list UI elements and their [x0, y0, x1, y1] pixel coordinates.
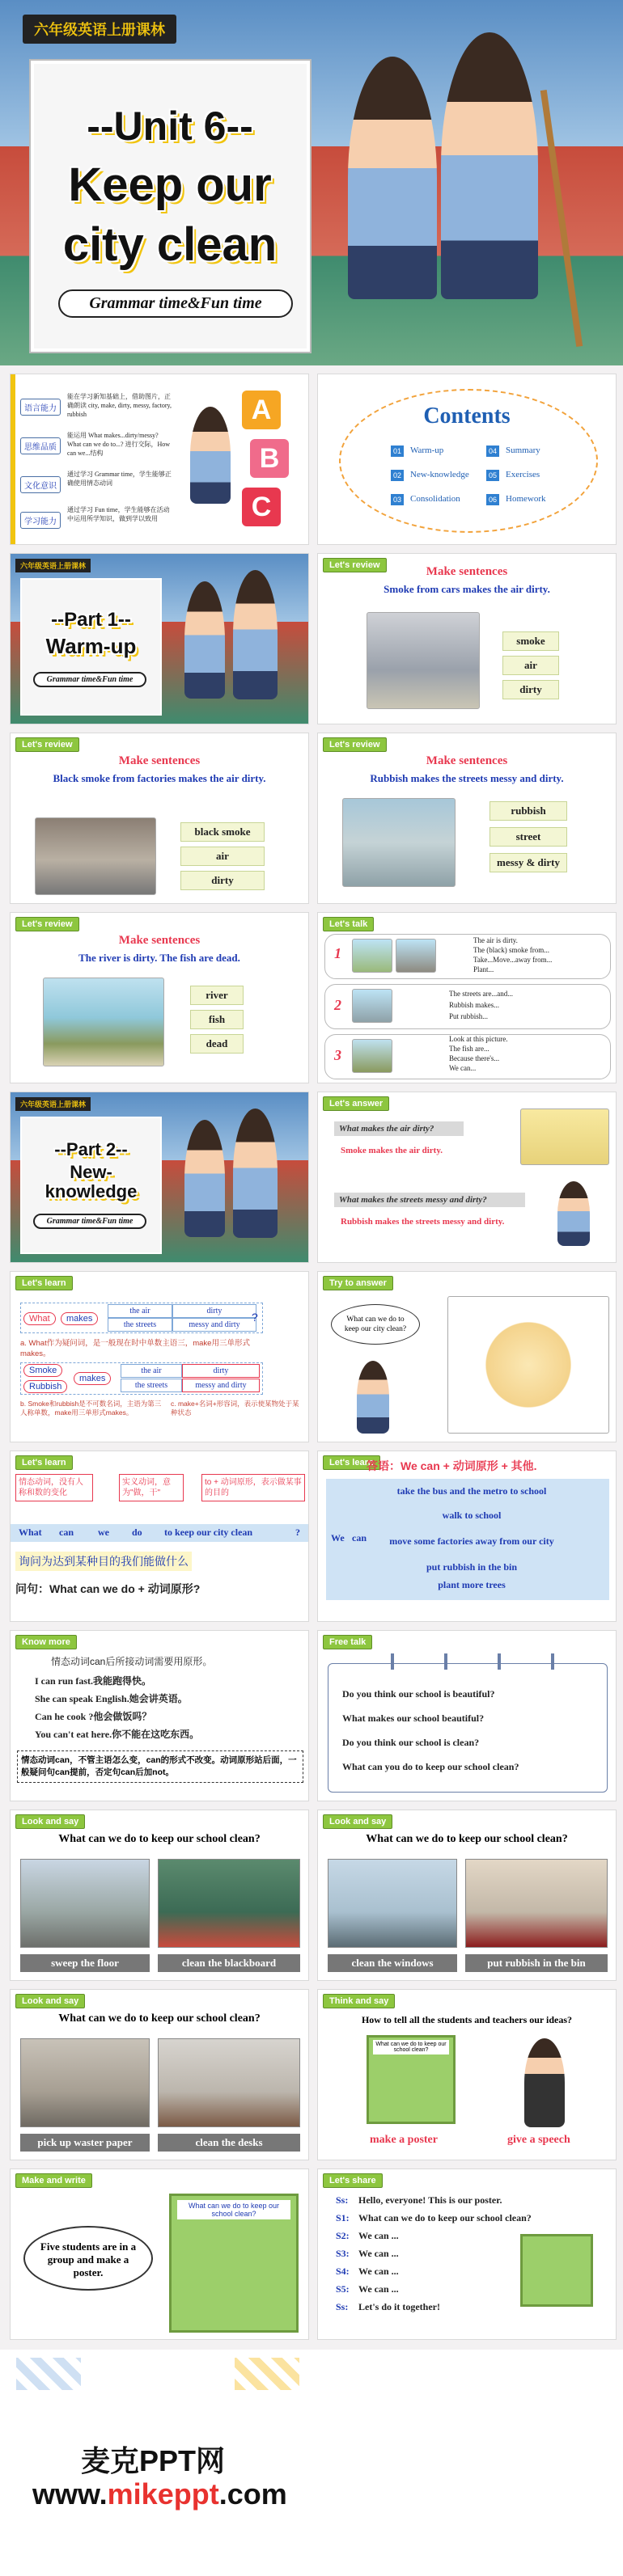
explain-box: to + 动词原形，表示做某事的目的 [201, 1474, 305, 1501]
slide-tag: Look and say [15, 1814, 85, 1829]
boy-illustration [441, 32, 538, 299]
share-line: Hello, everyone! This is our poster. [358, 2194, 502, 2206]
part1-subtitle: Grammar time&Fun time [33, 672, 146, 687]
slide-tag: Let's answer [323, 1096, 389, 1111]
goals-slide [10, 374, 309, 545]
contents-slide [317, 374, 617, 545]
contents-item-new-knowledge[interactable]: New-knowledge [410, 470, 469, 479]
rule-line: 情态动词can后所接动词需要用原形。 [51, 1656, 213, 1667]
slide-tag: Let's review [323, 558, 387, 572]
girl-with-pencil-illustration [190, 407, 231, 504]
caption: pick up waster paper [20, 2134, 150, 2152]
word-can: can [352, 1532, 367, 1543]
contents-title: Contents [423, 403, 511, 429]
look-question: What can we do to keep our school clean? [58, 1833, 261, 1845]
rubbish-street-picture [342, 798, 456, 887]
slide-tag: Let's talk [323, 917, 374, 931]
review-sentence: Smoke from cars makes the air dirty. [384, 583, 550, 595]
footer-url-suffix: .com [218, 2477, 287, 2511]
option-give-speech[interactable]: give a speech [507, 2134, 570, 2146]
review-heading: Make sentences [426, 754, 508, 767]
option-make-poster[interactable]: make a poster [370, 2134, 438, 2146]
answer-option: put rubbish in the bin [426, 1561, 518, 1573]
word-dirty: dirty [182, 1364, 260, 1378]
talk-line: The (black) smoke from... [473, 946, 549, 954]
word-makes: makes [61, 1312, 98, 1325]
contents-num: 01 [391, 446, 404, 457]
talk-line: Look at this picture. [449, 1035, 508, 1043]
cover-unit: --Unit 6-- [87, 103, 253, 149]
goal-label: 思维品质 [20, 437, 61, 454]
cover-subtitle: Grammar time&Fun time [58, 289, 293, 318]
contents-num: 06 [486, 494, 499, 505]
keyword: river [190, 986, 244, 1005]
review-sentence: The river is dirty. The fish are dead. [78, 952, 240, 964]
phrase-keep-city-clean: to keep our city clean [164, 1527, 253, 1538]
keyword: smoke [502, 631, 559, 651]
word-messy-and-dirty: messy and dirty [182, 1379, 260, 1392]
part2-name-line1: New- [70, 1162, 112, 1182]
talk-line: The streets are...and... [449, 990, 513, 998]
slide-tag: Free talk [323, 1635, 372, 1649]
letter-b-block: B [250, 439, 289, 478]
share-line: We can ... [358, 2283, 399, 2295]
answer-option: plant more trees [438, 1579, 506, 1590]
word-what: What [19, 1527, 42, 1538]
look-question: What can we do to keep our school clean? [366, 1833, 568, 1845]
talk-line: We can... [449, 1064, 477, 1072]
part2-subtitle: Grammar time&Fun time [33, 1214, 146, 1229]
goal-text: 通过学习 Fun time，学生能够在活动中运用所学知识，做到学以致用 [67, 506, 170, 522]
review-heading: Make sentences [118, 754, 201, 767]
slide-tag: Let's learn [323, 1455, 380, 1470]
keyword: dirty [180, 871, 265, 890]
caption: clean the desks [158, 2134, 300, 2152]
talk-line: Plant... [473, 965, 494, 973]
talk-line: The fish are... [449, 1045, 490, 1053]
cloud-bubble: Five students are in a group and make a poster. [23, 2226, 153, 2291]
review-slide-4 [10, 912, 309, 1083]
talk-line: Because there's... [449, 1054, 500, 1062]
answer-option: move some factories away from our city [389, 1535, 554, 1547]
city-ideas-illustration [447, 1296, 609, 1434]
share-slide [317, 2168, 617, 2340]
share-line: Let's do it together! [358, 2301, 440, 2312]
girl-illustration [348, 57, 437, 299]
review-sentence: Rubbish makes the streets messy and dirty. [370, 772, 564, 784]
broom-illustration [540, 90, 583, 347]
keyword: fish [190, 1010, 244, 1029]
word-can: can [59, 1527, 74, 1538]
keyword: air [502, 656, 559, 675]
share-speaker: S4: [336, 2266, 350, 2277]
word-makes: makes [74, 1372, 111, 1385]
share-speaker: S1: [336, 2212, 350, 2223]
footer-url-prefix: www. [32, 2477, 108, 2511]
answer-option: walk to school [442, 1510, 502, 1521]
question-mark: ? [252, 1311, 258, 1324]
dirty-river-picture [43, 978, 164, 1066]
slide-tag: Let's review [15, 737, 79, 752]
answer-pattern: 答语：We can + 动词原形 + 其他. [367, 1459, 537, 1472]
contents-num: 03 [391, 494, 404, 505]
review-slide-1 [317, 553, 617, 724]
free-talk-question: What can you do to keep our school clean? [342, 1761, 519, 1772]
keyword: rubbish [490, 801, 567, 821]
share-line: We can ... [358, 2266, 399, 2277]
talk-number: 1 [334, 945, 341, 961]
look-say-slide-3 [10, 1989, 309, 2160]
free-talk-question: Do you think our school is clean? [342, 1737, 480, 1748]
keyword: dead [190, 1034, 244, 1054]
cover-slide [0, 0, 623, 365]
caption: sweep the floor [20, 1954, 150, 1972]
part2-name-line2: knowledge [44, 1181, 138, 1201]
boy-illustration [233, 1109, 278, 1238]
question-pattern: 问句：What can we do + 动词原形? [15, 1582, 201, 1595]
slide-tag: Let's learn [15, 1276, 73, 1290]
goal-label: 学习能力 [20, 512, 61, 529]
part1-name: Warm-up [45, 634, 137, 658]
try-slide [317, 1271, 617, 1442]
look-say-slide-1 [10, 1810, 309, 1981]
free-talk-slide [317, 1630, 617, 1801]
footer [0, 2350, 623, 2576]
caption: clean the blackboard [158, 1954, 300, 1972]
talk-picture [352, 1039, 392, 1073]
speaker-illustration [524, 2038, 565, 2127]
part1-label: --Part 1-- [51, 609, 131, 631]
example-line: Can he cook ?他会做饭吗？ [35, 1711, 152, 1722]
explain-box: 实义动词，意为"做，干" [119, 1474, 184, 1501]
decor-diamonds [235, 2358, 299, 2390]
rule-summary-box: 情态动词can，不管主语怎么变，can的形式不改变。动词原形站后面，一般疑问句can提前，否定句can后加not。 [17, 1750, 303, 1783]
example-line: I can run fast.我能跑得快。 [35, 1675, 152, 1687]
part2-grade: 六年级英语上册课林 [15, 1097, 91, 1111]
girl-illustration [184, 581, 225, 699]
talk-line: Put rubbish... [449, 1012, 489, 1020]
share-line: What can we do to keep our school clean? [358, 2212, 532, 2223]
boy-illustration [233, 570, 278, 699]
answer-line: Rubbish makes the streets messy and dirty. [341, 1217, 505, 1227]
goal-label: 语言能力 [20, 399, 61, 416]
share-speaker: S5: [336, 2283, 350, 2295]
word-the-air: the air [121, 1364, 182, 1378]
keyword: dirty [502, 680, 559, 699]
answer-option: take the bus and the metro to school [396, 1485, 547, 1497]
talk-line: Rubbish makes... [449, 1001, 499, 1009]
slide-tag: Make and write [15, 2173, 92, 2188]
slide-tag: Look and say [15, 1994, 85, 2008]
slide-tag: Look and say [323, 1814, 392, 1829]
share-speaker: Ss: [336, 2301, 349, 2312]
review-heading: Make sentences [118, 934, 201, 947]
review-heading: Make sentences [426, 565, 508, 578]
part1-grade: 六年级英语上册课林 [15, 559, 91, 572]
review-sentence: Black smoke from factories makes the air dirty. [53, 772, 266, 784]
keyword: messy & dirty [490, 853, 567, 872]
goal-label: 文化意识 [20, 476, 61, 493]
photo-bin [465, 1859, 608, 1948]
factory-smoke-picture [35, 817, 156, 895]
footer-url-main: mikeppt [107, 2477, 219, 2511]
learn-slide-3 [317, 1451, 617, 1622]
contents-item-summary[interactable]: Summary [506, 446, 540, 455]
word-the-air: the air [108, 1304, 172, 1318]
word-what: What [23, 1312, 56, 1325]
share-speaker: Ss: [336, 2194, 349, 2206]
slide-tag: Let's review [323, 737, 387, 752]
contents-item-warm-up[interactable]: Warm-up [410, 446, 444, 455]
question-mark: ? [295, 1527, 300, 1538]
slide-tag: Let's review [15, 917, 79, 931]
cover-grade-label: 六年级英语上册课林 [23, 15, 176, 44]
share-speaker: S3: [336, 2248, 350, 2259]
share-line: We can ... [358, 2248, 399, 2259]
word-do: do [132, 1527, 142, 1538]
question-banner: What makes the air dirty? [334, 1121, 464, 1136]
slide-tag: Know more [15, 1635, 77, 1649]
notebook-card [328, 1663, 608, 1793]
kid-thinking-illustration [557, 1181, 590, 1246]
think-question: How to tell all the students and teachers our ideas? [361, 2014, 573, 2025]
look-question: What can we do to keep our school clean? [58, 2012, 261, 2025]
grammar-note: a. What作为疑问词，是一般现在时中单数主语三，make用三单形式makes。 [20, 1339, 250, 1358]
contents-num: 05 [486, 470, 499, 481]
look-say-slide-2 [317, 1810, 617, 1981]
goal-text: 能在学习新知基础上，借助图片，正确朗读 city, make, dirty, messy, factory, rubbish [67, 393, 172, 418]
talk-picture [352, 939, 392, 973]
grammar-note: b. Smoke和rubbish是不可数名词，主语为第三人称单数，make用三单形式makes。 [20, 1400, 162, 1417]
share-line: We can ... [358, 2230, 399, 2241]
poster-thumbnail [520, 2234, 593, 2307]
photo-desks [158, 2038, 300, 2127]
letter-c-block: C [242, 488, 281, 526]
girl-illustration [184, 1120, 225, 1237]
part2-label: --Part 2-- [54, 1139, 128, 1159]
make-write-slide [10, 2168, 309, 2340]
contents-num: 04 [486, 446, 499, 457]
contents-item-homework[interactable]: Homework [506, 494, 546, 504]
slide-tag: Try to answer [323, 1276, 393, 1290]
goal-text: 通过学习 Grammar time，学生能够正确使用情态动词 [67, 471, 172, 487]
keyword: air [180, 847, 265, 866]
word-messy-and-dirty: messy and dirty [172, 1318, 256, 1332]
talk-picture [396, 939, 436, 973]
talk-number: 2 [334, 997, 341, 1013]
word-rubbish: Rubbish [23, 1380, 67, 1393]
word-we: We [331, 1532, 345, 1543]
talk-line: The air is dirty. [473, 936, 518, 944]
cover-title-line1: Keep our [68, 158, 272, 211]
keyword: black smoke [180, 822, 265, 842]
question-structure-bar [11, 1524, 309, 1542]
decor-diamonds [16, 2358, 81, 2390]
explain-box: 情态动词，没有人称和数的变化 [15, 1474, 93, 1501]
slide-tag: Think and say [323, 1994, 395, 2008]
footer-brand: 麦克PPT网 [81, 2444, 226, 2477]
photo-windows [328, 1859, 457, 1948]
question-banner: What makes the streets messy and dirty? [334, 1193, 525, 1207]
word-we: we [98, 1527, 109, 1538]
talk-picture [352, 989, 392, 1023]
word-dirty: dirty [172, 1304, 256, 1318]
goal-text: 能运用 What makes...dirty/messy? What can we do to...? 进行交际，How can we...结构 [67, 432, 171, 457]
free-talk-question: What makes our school beautiful? [342, 1712, 485, 1724]
example-line: You can't eat here.你不能在这吃东西。 [35, 1729, 200, 1740]
part1-slide [10, 553, 309, 724]
letter-a-block: A [242, 391, 281, 429]
meaning-line: 询问为达到某种目的我们能做什么 [15, 1552, 192, 1571]
learn-slide-1 [10, 1271, 309, 1442]
grammar-note: c. make+名词+形容词，表示使某物处于某种状态 [171, 1400, 299, 1417]
slide-tag: Let's learn [15, 1455, 73, 1470]
think-say-slide [317, 1989, 617, 2160]
example-line: She can speak English.她会讲英语。 [35, 1693, 188, 1704]
talk-slide [317, 912, 617, 1083]
speech-bubble: What can we do to keep our city clean? [331, 1304, 420, 1345]
photo-waste-paper [20, 2038, 150, 2127]
slide-tag: Let's share [323, 2173, 383, 2188]
talk-number: 3 [334, 1047, 341, 1063]
kid-with-book-illustration [357, 1361, 389, 1434]
share-speaker: S2: [336, 2230, 350, 2241]
smoke-cars-picture [367, 612, 480, 709]
answer-line: Smoke makes the air dirty. [341, 1146, 443, 1155]
caption: clean the windows [328, 1954, 457, 1972]
word-the-streets: the streets [108, 1318, 172, 1332]
contents-num: 02 [391, 470, 404, 481]
talk-line: Take...Move...away from... [473, 956, 553, 964]
learn-slide-2 [10, 1451, 309, 1622]
contents-item-exercises[interactable]: Exercises [506, 470, 540, 479]
caption: put rubbish in the bin [465, 1954, 608, 1972]
know-more-slide [10, 1630, 309, 1801]
answer-slide [317, 1092, 617, 1263]
poster-heading: What can we do to keep our school clean? [373, 2040, 449, 2054]
part2-slide [10, 1092, 309, 1263]
notebook-rings [358, 1653, 577, 1670]
answer-picture [520, 1109, 609, 1165]
word-the-streets: the streets [121, 1379, 182, 1392]
cover-title-line2: city clean [62, 218, 278, 271]
free-talk-question: Do you think our school is beautiful? [342, 1688, 495, 1700]
review-slide-3 [317, 733, 617, 904]
keyword: street [490, 827, 567, 847]
footer-url[interactable] [32, 2477, 287, 2511]
contents-item-consolidation[interactable]: Consolidation [410, 494, 460, 504]
poster-heading: What can we do to keep our school clean? [177, 2200, 290, 2219]
photo-sweeping [20, 1859, 150, 1948]
review-slide-2 [10, 733, 309, 904]
word-smoke: Smoke [23, 1364, 62, 1377]
photo-blackboard [158, 1859, 300, 1948]
